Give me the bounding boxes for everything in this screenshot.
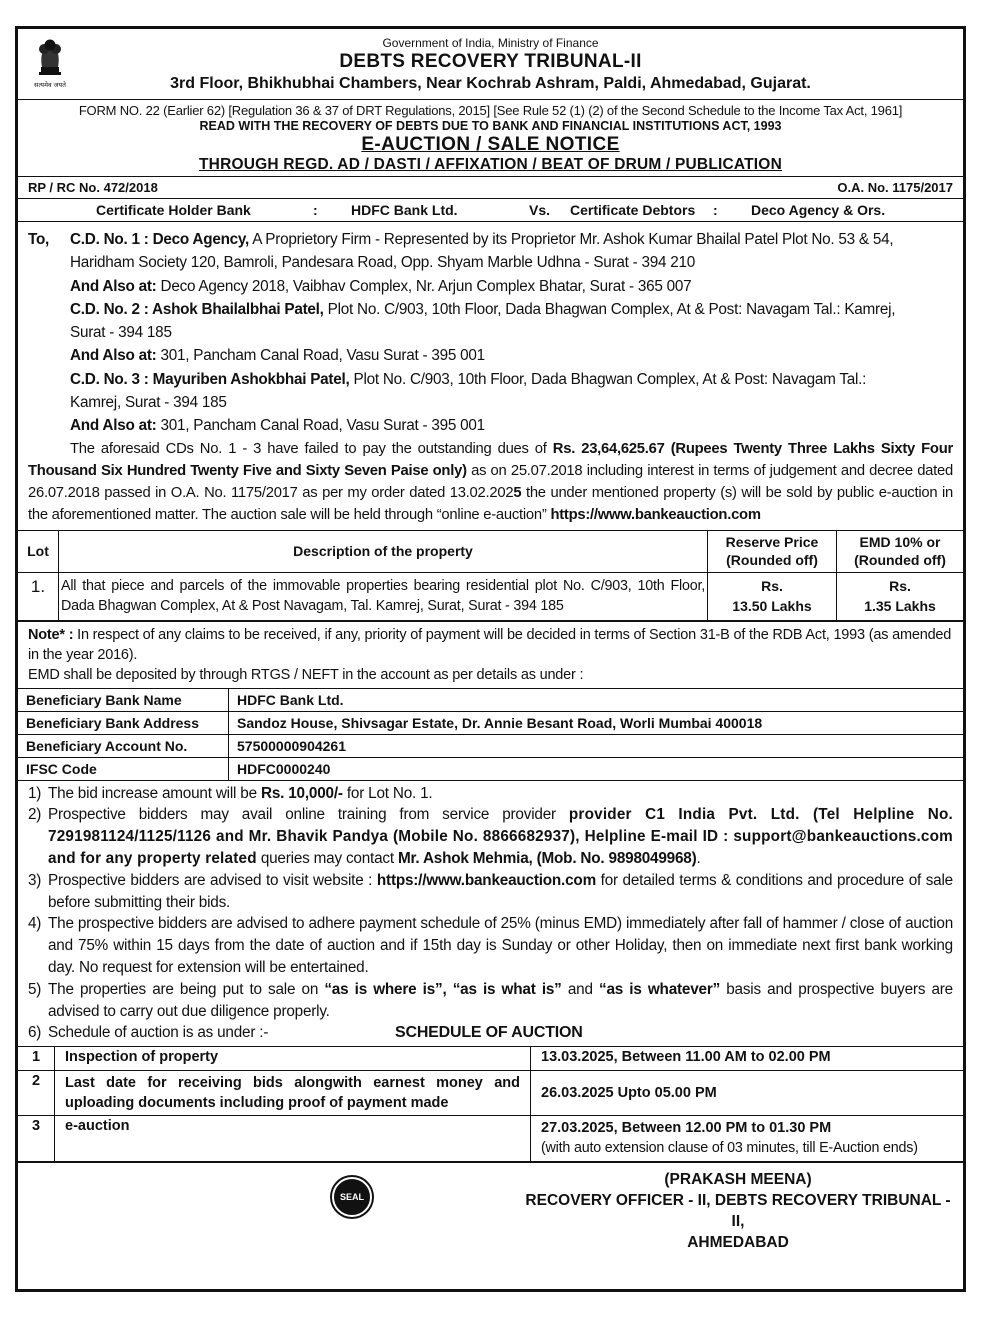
emd-instruction: EMD shall be deposited by through RTGS / NEFT in the account as per details as under : <box>28 666 584 683</box>
term-2-text-c: queries may contact <box>256 850 398 868</box>
schedule-when: 26.03.2025 Upto 05.00 PM <box>531 1071 964 1116</box>
schedule-event: Last date for receiving bids alongwith earnest money and uploading documents including proof of payment made <box>55 1071 531 1116</box>
dues-text-c: the under mentioned property (s) will be sold by public e-auction in the aforementioned matter. The auction sale will be held through “online e-auction” <box>28 484 953 523</box>
terms-block <box>18 781 963 1047</box>
debtors-colon: : <box>713 202 718 218</box>
term-5-text-c: and <box>561 980 599 998</box>
bank-row <box>18 688 963 711</box>
property-contact: Mr. Ashok Mehmia, (Mob. No. 9898049968) <box>397 850 697 868</box>
reserve-price-header <box>708 530 837 572</box>
schedule-table <box>18 1046 963 1162</box>
website-url: https://www.bankeauction.com <box>376 871 596 889</box>
term-number: 6) <box>28 1024 42 1042</box>
term-number: 5) <box>28 980 42 998</box>
term-6 <box>28 1022 953 1044</box>
term-5-text-e: basis and prospective buyers are advised to carry out due diligence properly. <box>48 980 953 1020</box>
emd-rs: Rs. <box>889 578 911 595</box>
bank-label: Beneficiary Account No. <box>18 734 229 757</box>
cd1-label: C.D. No. 1 : Deco Agency, <box>70 231 250 248</box>
dues-text-a: The aforesaid CDs No. 1 - 3 have failed to pay the outstanding dues of <box>70 440 553 457</box>
term-number: 1) <box>28 784 42 802</box>
term-3-text-c: for detailed terms & conditions and procedure of sale before submitting their bids. <box>48 871 953 911</box>
note-body: In respect of any claims to be received, if any, priority of payment will be decided in terms of Section 31-B of the RDB Act, 1993 (as amended in the year 2016). <box>28 626 952 663</box>
note-block <box>18 621 963 688</box>
term-4 <box>28 913 953 978</box>
to-label: To, <box>28 231 50 248</box>
term-number: 4) <box>28 915 42 933</box>
schedule-row <box>18 1071 963 1116</box>
cd1-also-label: And Also at: <box>70 277 157 295</box>
signatory-designation: RECOVERY OFFICER - II, DEBTS RECOVERY TRIBUNAL - II, <box>525 1192 951 1231</box>
parties-row <box>18 199 963 222</box>
header-tribunal-name: DEBTS RECOVERY TRIBUNAL-II <box>339 51 642 72</box>
emd-header-2: (Rounded off) <box>854 552 946 569</box>
schedule-when-cell <box>531 1116 964 1162</box>
term-5-text-a: The properties are being put to sale on <box>48 980 325 998</box>
auction-url: https://www.bankeauction.com <box>550 506 761 523</box>
cd2-also-address: 301, Pancham Canal Road, Vasu Surat - 395 001 <box>156 347 485 365</box>
lot-header: Lot <box>18 530 59 572</box>
term-2 <box>28 804 953 869</box>
sale-basis-1: “as is where is”, “as is what is” <box>324 980 562 998</box>
addressees-block <box>18 222 963 530</box>
holder-bank: HDFC Bank Ltd. <box>351 202 458 218</box>
bank-value: HDFC Bank Ltd. <box>229 688 964 711</box>
cd1-also <box>28 275 953 298</box>
lot-table <box>18 530 963 621</box>
term-1 <box>28 783 953 805</box>
cd1-address: A Proprietory Firm - Represented by its Proprietor Mr. Ashok Kumar Bhailal Patel Plot No. 53 & 54, <box>249 231 894 248</box>
term-2-text-a: Prospective bidders may avail online training from service provider <box>48 806 569 824</box>
cd2-also <box>28 344 953 367</box>
term-6-text: Schedule of auction is as under :- <box>48 1024 269 1042</box>
header-ministry: Government of India, Ministry of Finance <box>382 36 599 50</box>
dues-paragraph <box>28 438 953 526</box>
cd2-address-2: Surat - 394 185 <box>70 324 172 342</box>
cd3-address-2: Kamrej, Surat - 394 185 <box>70 394 227 412</box>
bank-details-table <box>18 688 963 781</box>
signatory-name: (PRAKASH MEENA) <box>664 1171 812 1189</box>
schedule-when: 27.03.2025, Between 12.00 PM to 01.30 PM <box>541 1120 832 1137</box>
emd-amount <box>837 572 964 620</box>
holder-label: Certificate Holder Bank <box>96 202 251 218</box>
reserve-price-rs: Rs. <box>761 578 783 595</box>
cd2-also-label: And Also at: <box>70 347 157 365</box>
schedule-row <box>18 1047 963 1071</box>
notice-mode <box>28 156 953 174</box>
signature-block <box>18 1162 963 1252</box>
debtors-name: Deco Agency & Ors. <box>751 202 886 218</box>
header-address: 3rd Floor, Bhikhubhai Chambers, Near Kochrab Ashram, Paldi, Ahmedabad, Gujarat. <box>170 75 811 92</box>
notice-header <box>18 29 963 100</box>
term-4-text: The prospective bidders are advised to adhere payment schedule of 25% (minus EMD) immediately after fall of hammer / close of auction and 75% within 15 days from the date of auction and if 15th day is Sunday or other Holiday, then on immediate next first bank working day. No request for extension will be entertained. <box>48 915 953 977</box>
form-block <box>18 100 963 177</box>
term-1-text-a: The bid increase amount will be <box>48 784 261 802</box>
term-3-text-a: Prospective bidders are advised to visit website : <box>48 871 377 889</box>
emblem-caption: सत्यमेव जयते <box>34 81 66 89</box>
term-number: 3) <box>28 871 42 889</box>
term-3 <box>28 870 953 914</box>
form-reference: FORM NO. 22 (Earlier 62) [Regulation 36 & 37 of DRT Regulations, 2015] [See Rule 52 (1) (2) of the Second Schedule to the Income Tax Act, 1961] <box>78 103 903 118</box>
notice-title-text: E-AUCTION / SALE NOTICE <box>361 134 620 155</box>
case-numbers-row <box>18 177 963 199</box>
act-reference: READ WITH THE RECOVERY OF DEBTS DUE TO BANK AND FINANCIAL INSTITUTIONS ACT, 1993 <box>199 119 782 133</box>
schedule-no: 2 <box>18 1071 55 1116</box>
notice-mode-text: THROUGH REGD. AD / DASTI / AFFIXATION / BEAT OF DRUM / PUBLICATION <box>199 156 782 173</box>
term-number: 2) <box>28 806 42 824</box>
reserve-header-2: (Rounded off) <box>726 552 818 569</box>
schedule-note: (with auto extension clause of 03 minutes, till E-Auction ends) <box>541 1140 918 1157</box>
holder-colon: : <box>313 202 318 218</box>
seal-icon: SEAL <box>332 1177 372 1217</box>
bank-row <box>18 734 963 757</box>
cd3-also <box>28 414 953 437</box>
emd-header-1: EMD 10% or <box>859 534 941 551</box>
lot-number: 1. <box>18 572 59 620</box>
cd3-label: C.D. No. 3 : Mayuriben Ashokbhai Patel, <box>70 370 350 388</box>
emd-header <box>837 530 964 572</box>
versus: Vs. <box>529 202 551 218</box>
sale-basis-2: “as is whatever” <box>599 980 721 998</box>
cd1-address-2: Haridham Society 120, Bamroli, Pandesara Road, Opp. Shyam Marble Udhna - Surat - 394 210 <box>70 254 696 272</box>
dues-amount: Rs. 23,64,625.67 (Rupees Twenty Three Lakhs Sixty Four Thousand Six Hundred Twenty Five and Sixty Seven Paise only) <box>28 440 953 479</box>
dues-text-b5: 5 <box>513 484 522 501</box>
notice-frame <box>15 26 966 1292</box>
cd1-also-address: Deco Agency 2018, Vaibhav Complex, Nr. Arjun Complex Bhatar, Surat - 365 007 <box>156 277 692 295</box>
reserve-price <box>708 572 837 620</box>
term-2-text-e: . <box>696 850 701 868</box>
schedule-row <box>18 1116 963 1162</box>
debtors-label: Certificate Debtors <box>570 202 696 218</box>
signatory <box>523 1169 953 1253</box>
note-label: Note* : <box>28 626 74 643</box>
bank-row <box>18 757 963 780</box>
rp-number: RP / RC No. 472/2018 <box>28 180 158 195</box>
cd1-line <box>28 228 953 251</box>
dues-text-b: as on 25.07.2018 including interest in terms of judgement and decree dated 26.07.2018 passed in O.A. No. 1175/2017 as per my order dated 13.02.202 <box>28 462 953 501</box>
signatory-city: AHMEDABAD <box>687 1234 789 1252</box>
bank-label: Beneficiary Bank Name <box>18 688 229 711</box>
oa-number: O.A. No. 1175/2017 <box>837 180 953 195</box>
bank-label: Beneficiary Bank Address <box>18 711 229 734</box>
cd3-also-address: 301, Pancham Canal Road, Vasu Surat - 395 001 <box>156 417 485 435</box>
bank-row <box>18 711 963 734</box>
cd2-address: Plot No. C/903, 10th Floor, Dada Bhagwan Complex, At & Post: Navagam Tal.: Kamrej, <box>323 300 896 318</box>
description-header: Description of the property <box>59 530 708 572</box>
schedule-when: 13.03.2025, Between 11.00 AM to 02.00 PM <box>531 1047 964 1071</box>
cd2-line <box>28 298 953 321</box>
bid-increment: Rs. 10,000/- <box>260 784 343 802</box>
schedule-title: SCHEDULE OF AUCTION <box>395 1024 583 1042</box>
cd2-label: C.D. No. 2 : Ashok Bhailalbhai Patel, <box>70 300 324 318</box>
term-5 <box>28 979 953 1023</box>
schedule-no: 1 <box>18 1047 55 1071</box>
bank-value: Sandoz House, Shivsagar Estate, Dr. Annie Besant Road, Worli Mumbai 400018 <box>229 711 964 734</box>
schedule-no: 3 <box>18 1116 55 1162</box>
property-description: All that piece and parcels of the immovable properties bearing residential plot No. C/903, 10th Floor, Dada Bhagwan Complex, At & Post Navagam, Tal. Kamrej, Surat, Surat - 394 185 <box>59 572 708 620</box>
bank-value: 57500000904261 <box>229 734 964 757</box>
reserve-price-value: 13.50 Lakhs <box>732 598 812 615</box>
reserve-header-1: Reserve Price <box>725 534 819 551</box>
note-text <box>28 625 953 665</box>
term-1-text-c: for Lot No. 1. <box>342 784 433 802</box>
cd3-also-label: And Also at: <box>70 417 157 435</box>
bank-label: IFSC Code <box>18 757 229 780</box>
notice-title <box>28 134 953 156</box>
schedule-event: e-auction <box>55 1116 531 1162</box>
cd3-line <box>28 368 953 391</box>
schedule-event: Inspection of property <box>55 1047 531 1071</box>
bank-value: HDFC0000240 <box>229 757 964 780</box>
service-provider-details: provider C1 India Pvt. Ltd. (Tel Helpline No. 7291981124/1125/1126 and Mr. Bhavik Pandya (Mobile No. 8866682937), Helpline E-mail ID : support@bankeauctions.com and for any property related <box>48 806 953 868</box>
emd-value: 1.35 Lakhs <box>864 598 936 615</box>
cd3-address: Plot No. C/903, 10th Floor, Dada Bhagwan Complex, At & Post: Navagam Tal.: <box>349 370 867 388</box>
